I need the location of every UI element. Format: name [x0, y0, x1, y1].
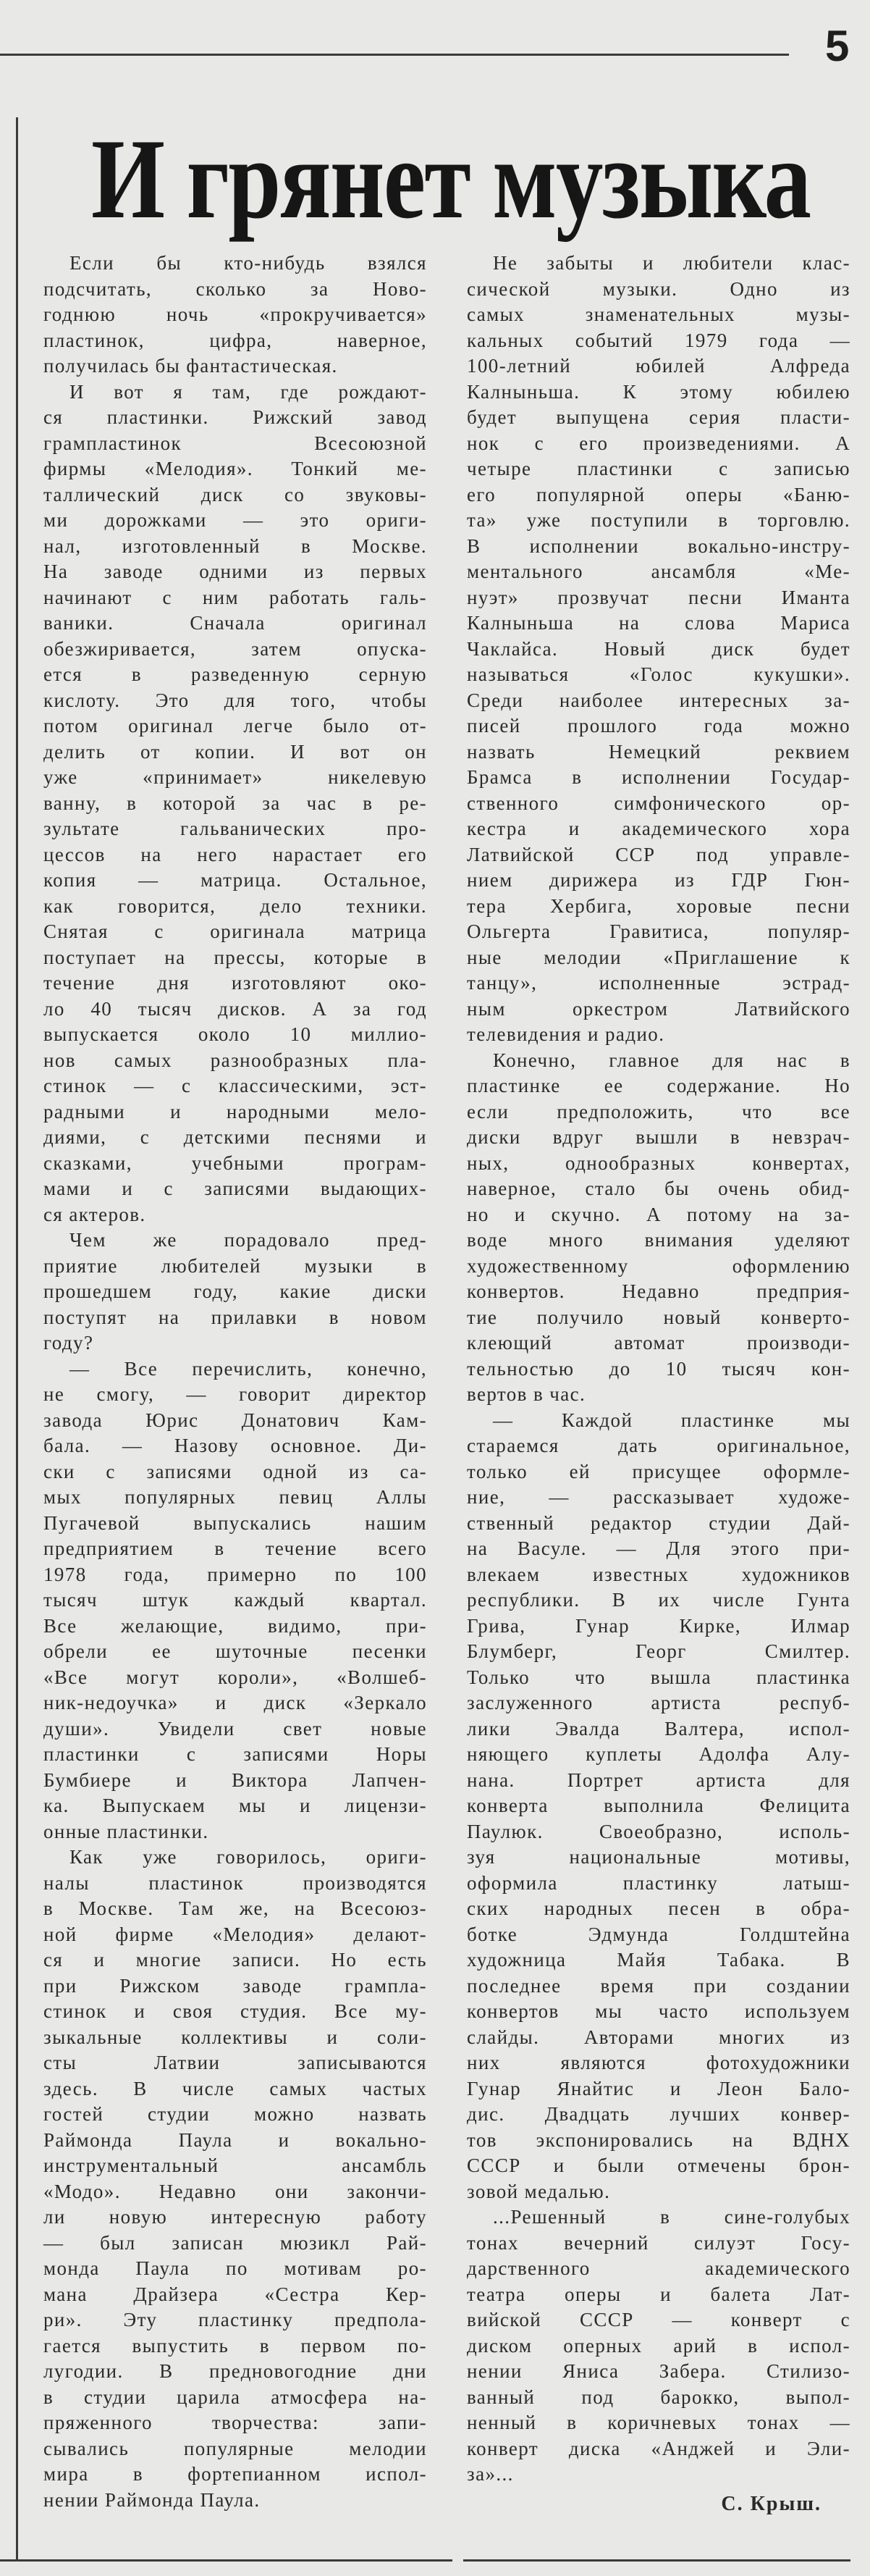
text-line: обезжиривается, затем опуска-	[43, 637, 427, 660]
text-line: гостей студии можно назвать	[43, 2103, 427, 2125]
text-line: не смогу, — говорит директор	[43, 1383, 427, 1405]
text-line: течение дня изготовляют око-	[43, 972, 427, 994]
text-line: диски вдруг вышли в невзрач-	[467, 1126, 850, 1148]
text-line: здесь. В числе самых частых	[43, 2077, 427, 2099]
text-line: нок с его произведениями. А	[467, 432, 850, 454]
text-line: мых популярных певиц Аллы	[43, 1486, 427, 1508]
text-line: ственный редактор студии Дай-	[467, 1511, 850, 1534]
text-line: ник-недоучка» и диск «Зеркало	[43, 1692, 427, 1713]
author-signature: С. Крыш.	[721, 2492, 822, 2515]
text-line: Раймонда Паула и вокально-	[43, 2128, 427, 2151]
text-line: получилась бы фантастическая.	[43, 355, 338, 377]
text-line: лугодии. В предновогодние дни	[43, 2360, 427, 2382]
footer-rule-right	[463, 2559, 850, 2562]
text-line: ненный в коричневых тонах —	[467, 2412, 850, 2433]
text-line: нана. Портрет артиста для	[467, 1769, 850, 1791]
text-line: только ей присущее оформле-	[467, 1460, 850, 1482]
text-line: году?	[43, 1332, 94, 1354]
text-line: Грива, Гунар Кирке, Илмар	[467, 1614, 850, 1637]
text-line: Конечно, главное для нас в	[493, 1049, 850, 1071]
paragraph	[467, 1048, 850, 1408]
text-line: Как уже говорилось, ориги-	[69, 1846, 427, 1868]
text-line: телевидения и радио.	[467, 1023, 665, 1045]
text-line: вертов в час.	[467, 1383, 586, 1405]
text-line: Снятая с оригинала матрица	[43, 920, 427, 942]
text-line: Калныньша. К этому юбилею	[467, 380, 850, 403]
text-line: зультате гальванических про-	[43, 818, 427, 839]
text-line: грампластинок Всесоюзной	[43, 432, 427, 454]
text-line: ски с записями одной из са-	[43, 1460, 427, 1482]
text-line: но и скучно. А потому на за-	[467, 1203, 850, 1225]
text-line: гается выпустить в первом по-	[43, 2334, 427, 2357]
text-line: ванну, в которой за час в ре-	[43, 792, 427, 814]
text-line: ется в разведенную серную	[43, 663, 427, 685]
text-line: — был записан мюзикл Рай-	[43, 2231, 427, 2254]
text-line: диями, с детскими песнями и	[43, 1126, 427, 1148]
text-line: Брамса в исполнении Государ-	[467, 766, 850, 788]
text-line: стараемся дать оригинальное,	[467, 1435, 850, 1456]
text-line: 100-летний юбилей Алфреда	[467, 355, 850, 377]
text-line: сической музыки. Одно из	[467, 277, 850, 300]
text-line: пряженного творчества: запи-	[43, 2412, 427, 2433]
text-line: Калныньша на слова Мариса	[467, 612, 850, 634]
text-line: самых знаменательных музы-	[467, 303, 850, 325]
paragraph	[467, 1408, 850, 2205]
text-line: Гунар Янайтис и Леон Бало-	[467, 2077, 850, 2099]
text-line: годнюю ночь «прокручивается»	[43, 303, 427, 325]
text-line: лики Эвалда Валтера, испол-	[467, 1717, 850, 1740]
text-line: поступят на прилавки в новом	[43, 1306, 427, 1328]
text-line: таллический диск со звуковы-	[43, 483, 427, 505]
text-line: бала. — Назову основное. Ди-	[43, 1435, 427, 1456]
text-line: ли новую интересную работу	[43, 2206, 427, 2228]
text-line: художественному оформлению	[467, 1254, 850, 1277]
text-line: клеющий автомат производи-	[467, 1332, 850, 1354]
text-line: ми дорожками — это ориги-	[43, 509, 427, 531]
header-rule	[0, 54, 789, 56]
text-line: мана Драйзера «Сестра Кер-	[43, 2283, 427, 2305]
text-line: ные мелодии «Приглашение к	[467, 946, 850, 968]
text-line: делить от копии. И вот он	[43, 740, 427, 763]
text-line: как говорится, дело техники.	[43, 894, 427, 917]
text-line: за»...	[467, 2463, 514, 2485]
text-line: тонах вечерний силуэт Госу-	[467, 2231, 850, 2254]
text-line: на Васуле. — Для этого при-	[467, 1537, 850, 1559]
text-line: них являются фотохудожники	[467, 2052, 850, 2073]
paragraph	[43, 379, 427, 1228]
text-line: Все желающие, видимо, при-	[43, 1614, 427, 1637]
text-line: ваники. Сначала оригинал	[43, 612, 427, 634]
text-line: кальных событий 1979 года —	[467, 329, 850, 351]
text-line: назвать Немецкий реквием	[467, 740, 850, 763]
paragraph	[467, 251, 850, 1048]
text-line: называться «Голос кукушки».	[467, 663, 850, 685]
text-line: дис. Двадцать лучших конвер-	[467, 2103, 850, 2125]
text-line: тысяч штук каждый квартал.	[43, 1589, 427, 1611]
text-line: конвертов. Недавно предприя-	[467, 1280, 850, 1302]
text-line: нов самых разнообразных пла-	[43, 1049, 427, 1071]
text-line: кислоту. Это для того, чтобы	[43, 689, 427, 711]
text-line: нием дирижера из ГДР Гюн-	[467, 869, 850, 891]
text-line: Не забыты и любители клас-	[493, 252, 850, 274]
text-line: ло 40 тысяч дисков. А за год	[43, 997, 427, 1020]
text-line: театра оперы и балета Лат-	[467, 2283, 850, 2305]
text-line: кестра и академического хора	[467, 818, 850, 839]
text-line: наверное, стало бы очень обид-	[467, 1178, 850, 1199]
paragraph	[43, 1228, 427, 1356]
text-line: тие получило новый конверто-	[467, 1306, 850, 1328]
text-line: И вот я там, где рождают-	[69, 380, 427, 403]
text-line: зовой медалью.	[467, 2180, 611, 2202]
text-line: цессов на него нарастает его	[43, 843, 427, 865]
text-line: инструментальный ансамбль	[43, 2155, 427, 2176]
text-line: воде много внимания уделяют	[467, 1229, 850, 1251]
text-line: выпускается около 10 миллио-	[43, 1023, 427, 1045]
text-line: няющего куплеты Адолфа Алу-	[467, 1743, 850, 1765]
text-line: Блумберг, Георг Смилтер.	[467, 1640, 850, 1662]
text-line: писей прошлого года можно	[467, 715, 850, 737]
text-line: ние, — рассказывает художе-	[467, 1486, 850, 1508]
text-line: Чем же порадовало пред-	[69, 1229, 427, 1251]
text-line: нал, изготовленный в Москве.	[43, 534, 427, 557]
text-line: ботке Эдмунда Голдштейна	[467, 1923, 850, 1945]
footer-rule-left	[0, 2559, 452, 2562]
text-line: вийской СССР — конверт с	[467, 2309, 850, 2330]
left-border-rule	[16, 117, 18, 2562]
text-line: зыкальные коллективы и соли-	[43, 2026, 427, 2048]
text-line: ся пластинки. Рижский завод	[43, 406, 427, 428]
text-line: пластинок, цифра, наверное,	[43, 329, 427, 351]
text-line: сты Латвии записываются	[43, 2052, 427, 2073]
text-line: «Модо». Недавно они закончи-	[43, 2180, 427, 2202]
article-column-left	[43, 251, 427, 2513]
paragraph	[43, 1845, 427, 2513]
text-line: дарственного академического	[467, 2257, 850, 2279]
text-line: сказками, учебными програм-	[43, 1151, 427, 1174]
text-line: ванный под барокко, выпол-	[467, 2386, 850, 2408]
text-line: мами и с записями выдающих-	[43, 1178, 427, 1199]
text-line: тельностью до 10 тысяч кон-	[467, 1357, 850, 1380]
text-line: художница Майя Табака. В	[467, 1949, 850, 1971]
text-line: в студии царила атмосфера на-	[43, 2386, 427, 2408]
page-number: 5	[825, 22, 850, 70]
text-line: уже «принимает» никелевую	[43, 766, 427, 788]
text-line: четыре пластинки с записью	[467, 458, 850, 479]
text-line: если предположить, что все	[467, 1100, 850, 1123]
text-line: В исполнении вокально-инстру-	[467, 534, 850, 557]
text-line: Ольгерта Гравитиса, популяр-	[467, 920, 850, 942]
text-line: ся и многие записи. Но есть	[43, 1949, 427, 1971]
text-line: оформила пластинку латыш-	[467, 1871, 850, 1894]
text-line: конверта выполнила Фелицита	[467, 1795, 850, 1816]
text-line: пластинки с записями Норы	[43, 1743, 427, 1765]
text-line: души». Увидели свет новые	[43, 1717, 427, 1740]
text-line: налы пластинок производятся	[43, 1871, 427, 1894]
text-line: нуэт» прозвучат песни Иманта	[467, 586, 850, 608]
text-line: Среди наиболее интересных за-	[467, 689, 850, 711]
column-body	[467, 251, 850, 2488]
text-line: потом оригинал легче было от-	[43, 715, 427, 737]
article-column-right	[467, 251, 850, 2521]
text-line: ных, однообразных конвертах,	[467, 1151, 850, 1174]
text-line: ка. Выпускаем мы и лицензи-	[43, 1795, 427, 1816]
text-line: прошедшем году, какие диски	[43, 1280, 427, 1302]
text-line: — Все перечислить, конечно,	[69, 1357, 427, 1380]
text-line: конвертов мы часто используем	[467, 2000, 850, 2022]
text-line: копия — матрица. Остальное,	[43, 869, 427, 891]
text-line: обрели ее шуточные песенки	[43, 1640, 427, 1662]
text-line: при Рижском заводе грампла-	[43, 1974, 427, 1997]
text-line: 1978 года, примерно по 100	[43, 1563, 427, 1585]
text-line: На заводе одними из первых	[43, 561, 427, 582]
text-line: подсчитать, сколько за Ново-	[43, 277, 427, 300]
text-line: стинок и своя студия. Все му-	[43, 2000, 427, 2022]
text-line: тера Хербига, хоровые песни	[467, 894, 850, 917]
article-title: И грянет музыка	[91, 116, 811, 243]
text-line: конверт диска «Анджей и Эли-	[467, 2437, 850, 2459]
text-line: влекаем известных художников	[467, 1563, 850, 1585]
text-line: Если бы кто-нибудь взялся	[69, 252, 427, 274]
text-line: ментального ансамбля «Ме-	[467, 561, 850, 582]
text-line: ным оркестром Латвийского	[467, 997, 850, 1020]
text-line: мира в фортепианном испол-	[43, 2463, 427, 2485]
text-line: поступает на прессы, которые в	[43, 946, 427, 968]
text-line: ся актеров.	[43, 1203, 146, 1225]
text-line: ри». Эту пластинку предпола-	[43, 2309, 427, 2330]
text-line: зуя национальные мотивы,	[467, 1846, 850, 1868]
text-line: нении Яниса Забера. Стилизо-	[467, 2360, 850, 2382]
text-line: будет выпущена серия пласти-	[467, 406, 850, 428]
text-line: монда Паула по мотивам ро-	[43, 2257, 427, 2279]
text-line: ственного симфонического ор-	[467, 792, 850, 814]
text-line: Бумбиере и Виктора Лапчен-	[43, 1769, 427, 1791]
text-line: последнее время при создании	[467, 1974, 850, 1997]
text-line: тов экспонировались на ВДНХ	[467, 2128, 850, 2151]
text-line: радными и народными мело-	[43, 1100, 427, 1123]
text-line: СССР и были отмечены брон-	[467, 2155, 850, 2176]
text-line: республики. В их числе Гунта	[467, 1589, 850, 1611]
paragraph	[467, 2204, 850, 2488]
text-line: Чаклайса. Новый диск будет	[467, 637, 850, 660]
text-line: в Москве. Там же, на Всесоюз-	[43, 1897, 427, 1919]
text-line: его популярной оперы «Баню-	[467, 483, 850, 505]
text-line: предприятием в течение всего	[43, 1537, 427, 1559]
text-line: Паулюк. Своеобразно, исполь-	[467, 1820, 850, 1842]
text-line: слайды. Авторами многих из	[467, 2026, 850, 2048]
text-line: фирмы «Мелодия». Тонкий ме-	[43, 458, 427, 479]
text-line: ной фирме «Мелодия» делают-	[43, 1923, 427, 1945]
text-line: начинают с ним работать галь-	[43, 586, 427, 608]
text-line: танцу», исполненные эстрад-	[467, 972, 850, 994]
text-line: ...Решенный в сине-голубых	[493, 2206, 850, 2228]
text-line: — Каждой пластинке мы	[493, 1409, 850, 1431]
paragraph	[43, 251, 427, 379]
text-line: заслуженного артиста респуб-	[467, 1692, 850, 1713]
text-line: онные пластинки.	[43, 1820, 209, 1842]
text-line: Пугачевой выпускались нашим	[43, 1511, 427, 1534]
text-line: Только что вышла пластинка	[467, 1666, 850, 1688]
text-line: стинок — с классическими, эст-	[43, 1075, 427, 1096]
text-line: завода Юрис Донатович Кам-	[43, 1409, 427, 1431]
paragraph	[43, 1356, 427, 1845]
text-line: та» уже поступили в торговлю.	[467, 509, 850, 531]
text-line: нении Раймонда Паула.	[43, 2488, 261, 2511]
text-line: пластинке ее содержание. Но	[467, 1075, 850, 1096]
text-line: диском оперных арий в испол-	[467, 2334, 850, 2357]
text-line: Латвийской ССР под управле-	[467, 843, 850, 865]
text-line: ских народных песен в обра-	[467, 1897, 850, 1919]
text-line: приятие любителей музыки в	[43, 1254, 427, 1277]
text-line: «Все могут короли», «Волшеб-	[43, 1666, 427, 1688]
text-line: сывались популярные мелодии	[43, 2437, 427, 2459]
